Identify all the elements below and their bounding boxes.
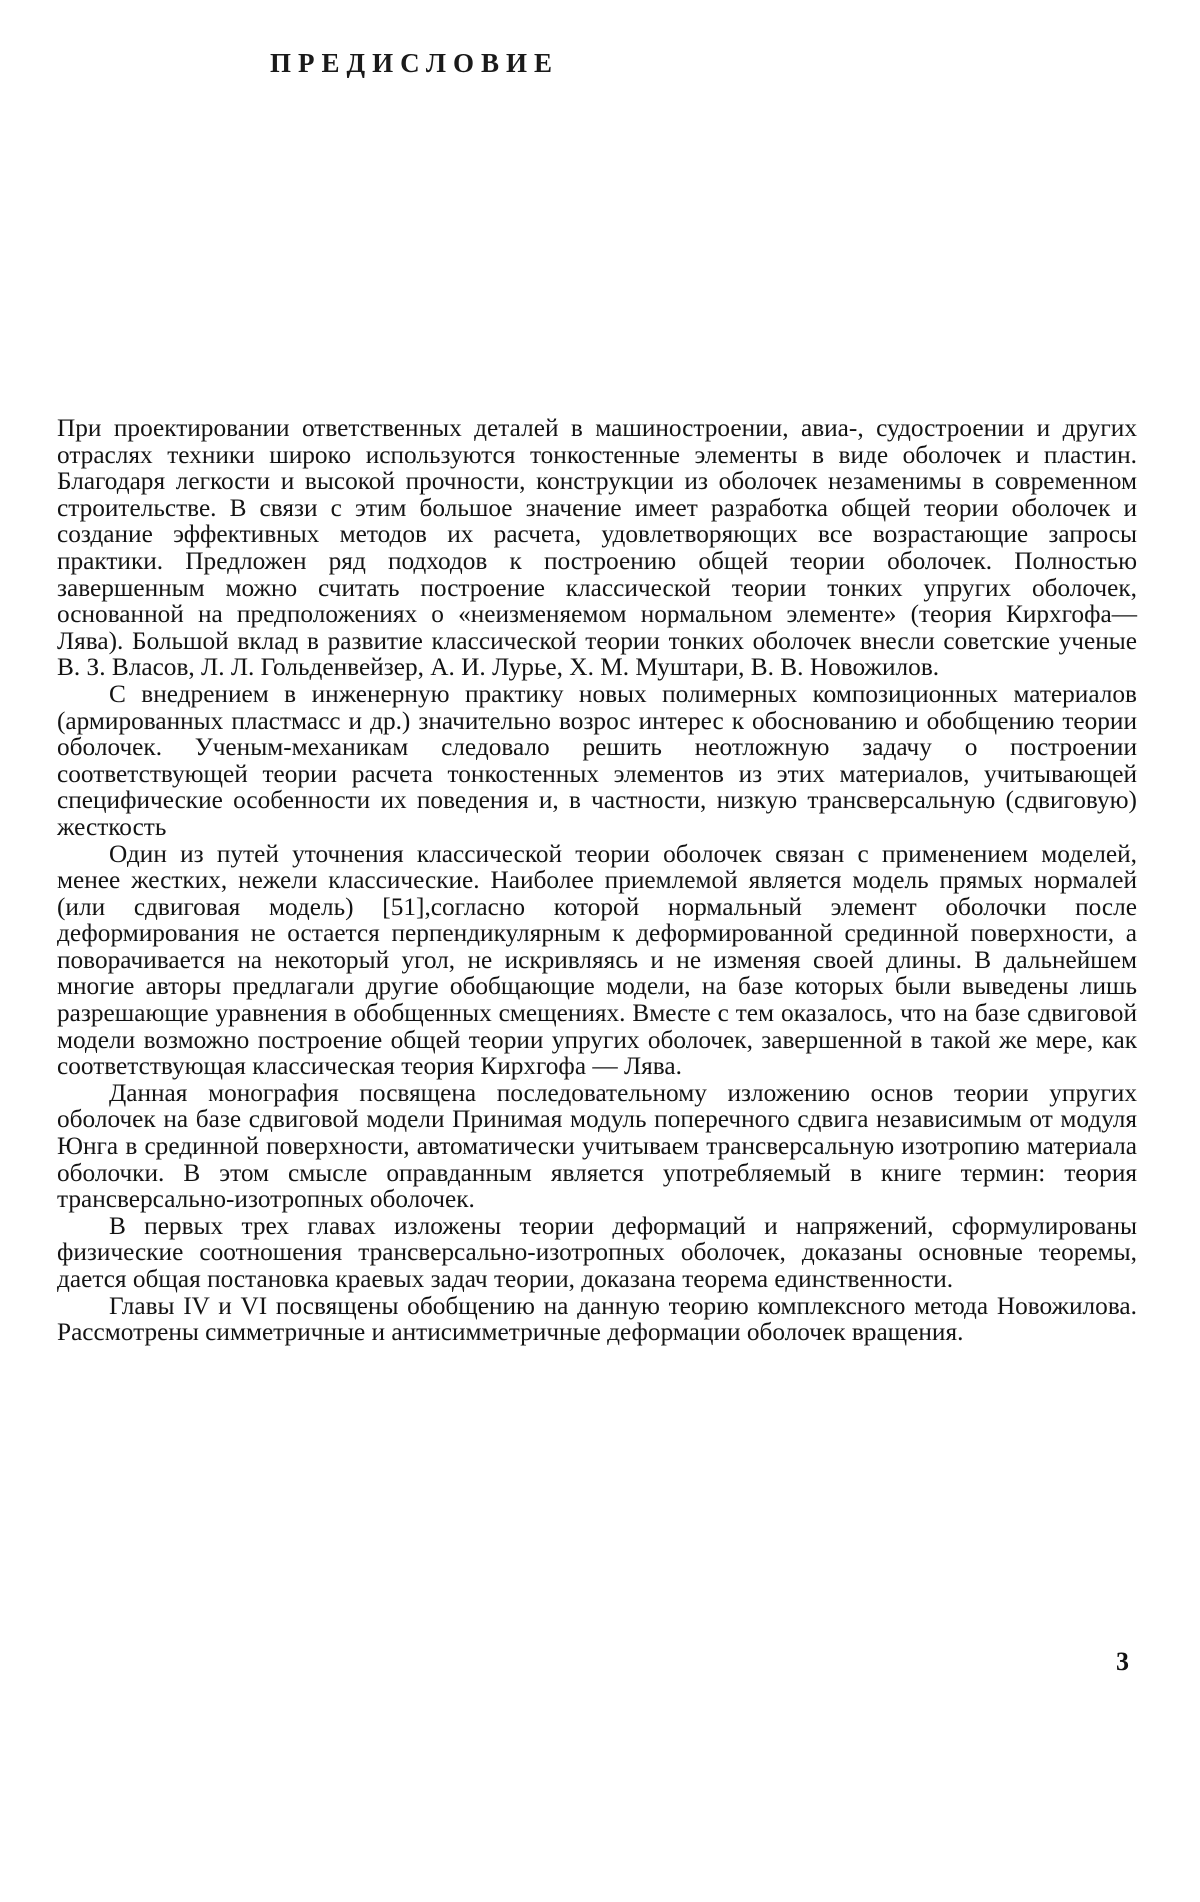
page-number: 3 (1116, 1647, 1129, 1676)
paragraph-2: С внедрением в инженерную практику новых полимерных композиционных материалов (армированных пластмасс и др.) значительно возрос интерес к обоснованию и обобщению теории оболочек. Ученым-механикам следовало решить неотложную задачу о построении соответствующей теории расчета тонкостенных элементов из этих материалов, учитывающей специфические особенности их поведения и, в частности, низкую трансверсальную (сдвиговую) жесткость (57, 679, 1137, 841)
paragraph-1: При проектировании ответственных деталей в машиностроении, авиа-, судостроении и других отраслях техники широко используются тонкостенные элементы в виде оболочек и пластин. Благодаря легкости и высокой прочности, конструкции из оболочек незаменимы в современном строительстве. В связи с этим большое значение имеет разработка общей теории оболочек и создание эффективных методов их расчета, удовлетворяющих все возрастающие запросы практики. Предложен ряд подходов к построению общей теории оболочек. Полностью завершенным можно считать построение классической теории тонких упругих оболочек, основанной на предположениях о «неизменяемом нормальном элементе» (теория Кирхгофа—Лява). Большой вклад в развитие классической теории тонких оболочек внесли советские ученые В. З. Власов, Л. Л. Гольденвейзер, А. И. Лурье, Х. М. Муштари, В. В. Новожилов. (57, 414, 1137, 682)
page-title: ПРЕДИСЛОВИЕ (270, 48, 560, 78)
body-text (57, 415, 1137, 1346)
paragraph-4: Данная монография посвящена последовательному изложению основ теории упругих оболочек на базе сдвиговой модели Принимая модуль поперечного сдвига независимым от модуля Юнга в срединной поверхности, автоматически учитываем трансверсальную изотропию материала оболочки. В этом смысле оправданным является употребляемый в книге термин: теория трансверсально-изотропных оболочек. (57, 1078, 1137, 1214)
paragraph-3: Один из путей уточнения классической теории оболочек связан с применением моделей, менее жестких, нежели классические. Наиболее приемлемой является модель прямых нормалей (или сдвиговая модель) [51],согласно которой нормальный элемент оболочки после деформирования не остается перпендикулярным к деформированной срединной поверхности, а поворачивается на некоторый угол, не искривляясь и не изменяя своей длины. В дальнейшем многие авторы предлагали другие обобщающие модели, на базе которых были выведены лишь разрешающие уравнения в обобщенных смещениях. Вместе с тем оказалось, что на базе сдвиговой модели возможно построение общей теории упругих оболочек, завершенной в такой же мере, как соответствующая классическая теория Кирхгофа — Лява. (57, 839, 1137, 1081)
paragraph-6: Главы IV и VI посвящены обобщению на данную теорию комплексного метода Новожилова. Рассмотрены симметричные и антисимметричные деформации оболочек вращения. (57, 1291, 1137, 1347)
paragraph-5: В первых трех главах изложены теории деформаций и напряжений, сформулированы физические соотношения трансверсально-изотропных оболочек, доказаны основные теоремы, дается общая постановка краевых задач теории, доказана теорема единственности. (57, 1211, 1137, 1293)
